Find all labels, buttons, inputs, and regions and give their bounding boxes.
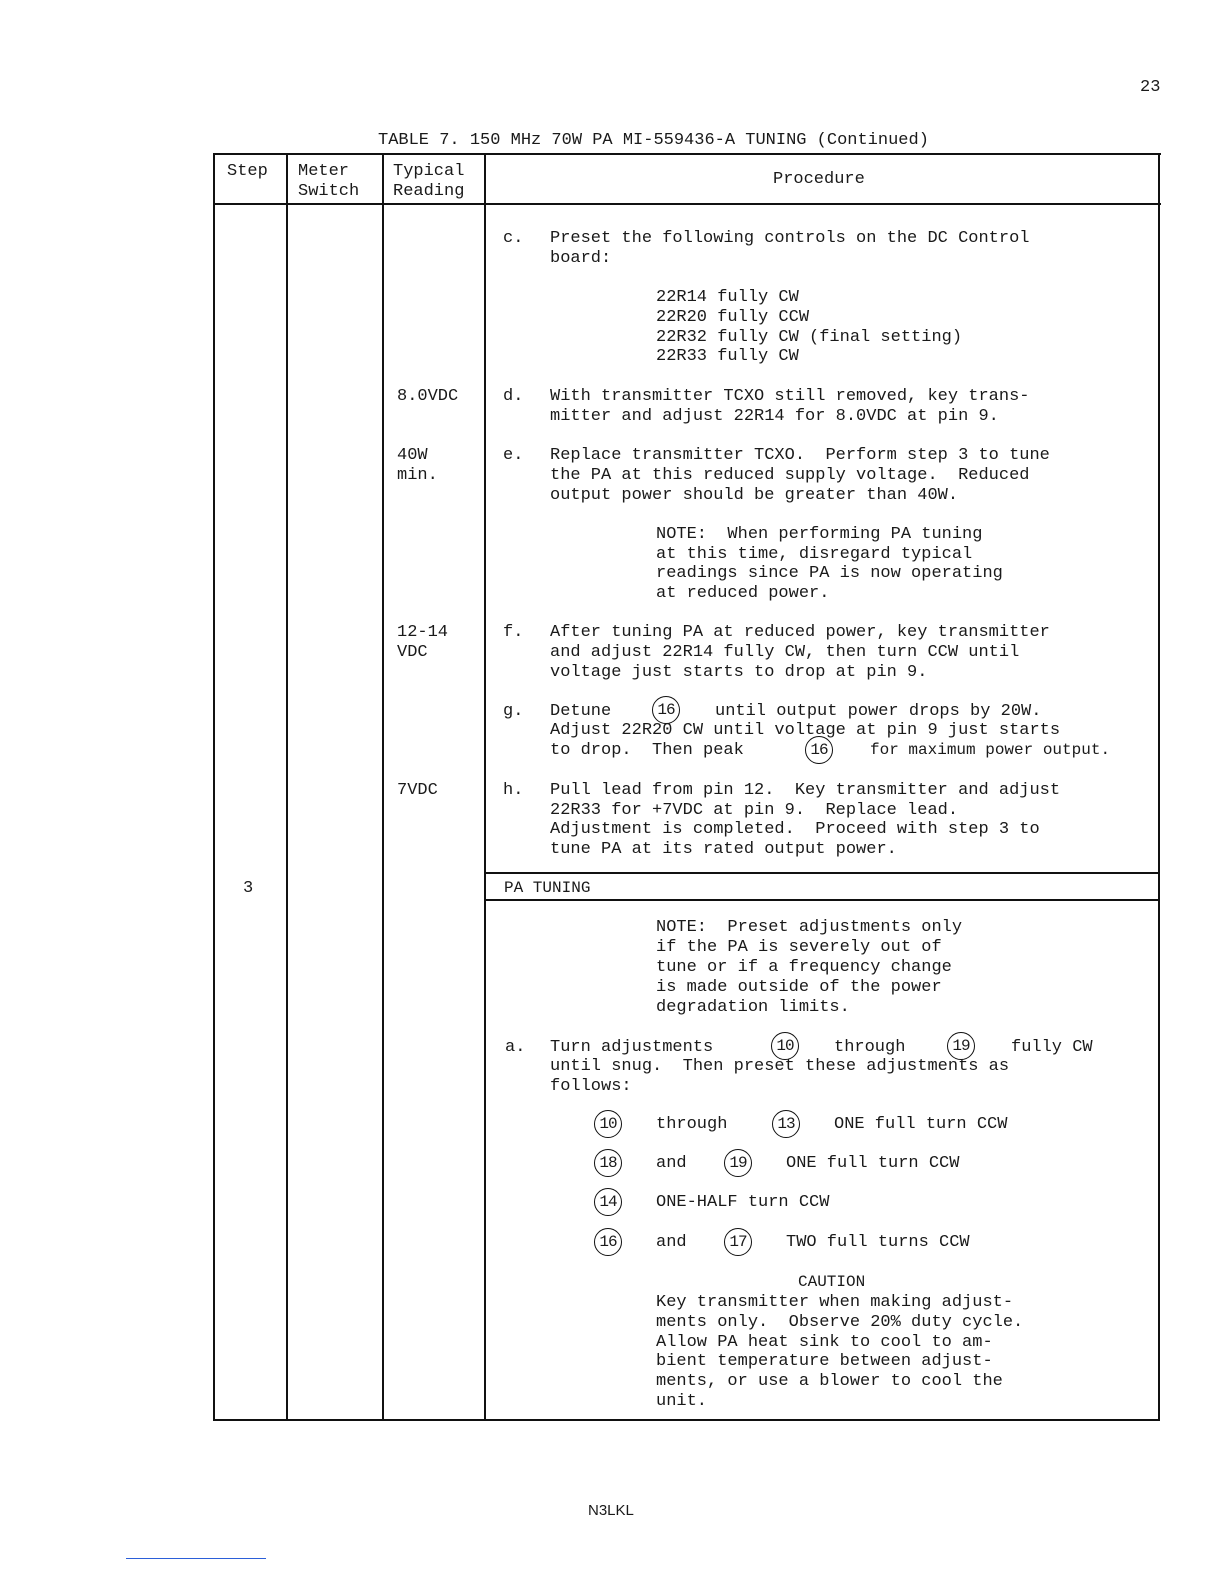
caution-line: Key transmitter when making adjust- <box>656 1293 1014 1312</box>
adjustment-connector: and <box>656 1154 687 1173</box>
procedure-text-line: to drop. Then peak <box>550 741 744 760</box>
procedure-text-line: With transmitter TCXO still removed, key trans- <box>550 387 1030 406</box>
footer-callsign: N3LKL <box>588 1502 634 1519</box>
table-left-border <box>213 153 215 1421</box>
adjustment-circle: 19 <box>724 1149 752 1177</box>
procedure-text-line: until output power drops by 20W. <box>715 702 1042 721</box>
procedure-text-line: mitter and adjust 22R14 for 8.0VDC at pin 9. <box>550 407 999 426</box>
adjustment-circle: 13 <box>772 1110 800 1138</box>
header-meter-line2: Switch <box>298 182 360 201</box>
procedure-text-line: follows: <box>550 1077 632 1096</box>
adjustment-circle: 17 <box>724 1228 752 1256</box>
adjustment-circle: 19 <box>947 1032 975 1060</box>
caution-line: unit. <box>656 1392 708 1411</box>
header-procedure: Procedure <box>773 170 865 189</box>
control-setting: 22R33 fully CW <box>656 347 799 366</box>
procedure-text-line: 22R33 for +7VDC at pin 9. Replace lead. <box>550 801 959 820</box>
note-line: NOTE: Preset adjustments only <box>656 918 963 937</box>
adjustment-circle: 10 <box>594 1110 622 1138</box>
procedure-text-line: Turn adjustments <box>550 1038 714 1057</box>
pa-tuning-bottom-border <box>484 899 1159 901</box>
adjustment-circle: 16 <box>652 696 680 724</box>
procedure-text-line: fully CW <box>1011 1038 1093 1057</box>
step-letter: a. <box>505 1038 526 1057</box>
caution-line: bient temperature between adjust- <box>656 1352 993 1371</box>
adjustment-instruction: TWO full turns CCW <box>786 1233 970 1252</box>
procedure-text-line: tune PA at its rated output power. <box>550 840 897 859</box>
note-line: tune or if a frequency change <box>656 958 952 977</box>
header-bottom-border <box>213 203 1161 205</box>
reading-e-line1: 40W <box>397 446 428 465</box>
adjustment-row <box>594 1188 1074 1218</box>
table-top-border <box>213 153 1161 155</box>
procedure-text-line: After tuning PA at reduced power, key transmitter <box>550 623 1050 642</box>
procedure-text-line: Detune <box>550 702 612 721</box>
procedure-text-line: board: <box>550 249 612 268</box>
adjustment-circle: 10 <box>771 1032 799 1060</box>
control-setting: 22R20 fully CCW <box>656 308 810 327</box>
caution-line: ments, or use a blower to cool the <box>656 1372 1003 1391</box>
procedure-text-line: the PA at this reduced supply voltage. Reduced <box>550 466 1030 485</box>
reading-f-line1: 12-14 <box>397 623 449 642</box>
procedure-text-line: voltage just starts to drop at pin 9. <box>550 663 928 682</box>
caution-line: Allow PA heat sink to cool to am- <box>656 1333 993 1352</box>
caution-line: ments only. Observe 20% duty cycle. <box>656 1313 1024 1332</box>
bottom-underline <box>126 1558 266 1559</box>
step-letter: e. <box>503 446 524 465</box>
adjustment-connector: and <box>656 1233 687 1252</box>
adjustment-instruction: ONE full turn CCW <box>834 1115 1008 1134</box>
reading-d: 8.0VDC <box>397 387 459 406</box>
adjustment-instruction: ONE-HALF turn CCW <box>656 1193 830 1212</box>
note-line: is made outside of the power <box>656 978 942 997</box>
table-bottom-border <box>213 1419 1159 1421</box>
procedure-text-line: Pull lead from pin 12. Key transmitter and adjust <box>550 781 1061 800</box>
col-divider-step <box>286 153 288 1421</box>
control-setting: 22R14 fully CW <box>656 288 799 307</box>
adjustment-row <box>594 1228 1074 1258</box>
caution-title: CAUTION <box>798 1273 866 1291</box>
adjustment-row <box>594 1149 1074 1179</box>
procedure-text-line: Adjust 22R20 CW until voltage at pin 9 just starts <box>550 721 1061 740</box>
step-letter: h. <box>503 781 524 800</box>
col-divider-reading <box>484 153 486 1421</box>
header-step: Step <box>227 162 268 181</box>
header-typical-line2: Reading <box>393 182 465 201</box>
table-title: TABLE 7. 150 MHz 70W PA MI-559436-A TUNING (Continued) <box>378 131 929 150</box>
procedure-text-line: for maximum power output. <box>870 741 1111 759</box>
note-line: at reduced power. <box>656 584 830 603</box>
adjustment-instruction: ONE full turn CCW <box>786 1154 960 1173</box>
reading-e-line2: min. <box>397 466 438 485</box>
col-divider-meter <box>382 153 384 1421</box>
step-letter: d. <box>503 387 524 406</box>
reading-h: 7VDC <box>397 781 438 800</box>
page-number: 23 <box>1140 78 1161 97</box>
step-letter: c. <box>503 229 524 248</box>
header-typical-line1: Typical <box>393 162 465 181</box>
adjustment-circle: 16 <box>594 1228 622 1256</box>
control-setting: 22R32 fully CW (final setting) <box>656 328 963 347</box>
note-line: NOTE: When performing PA tuning <box>656 525 983 544</box>
adjustment-row <box>594 1110 1074 1140</box>
step-letter: f. <box>503 623 524 642</box>
pa-tuning-top-border <box>484 872 1159 874</box>
pa-tuning-heading: PA TUNING <box>504 879 591 897</box>
note-line: degradation limits. <box>656 998 850 1017</box>
step-number: 3 <box>243 879 254 898</box>
adjustment-circle: 16 <box>805 736 833 764</box>
table-right-border <box>1158 153 1160 1421</box>
procedure-text-line: until snug. Then preset these adjustments as <box>550 1057 1010 1076</box>
header-meter-line1: Meter <box>298 162 350 181</box>
step-letter: g. <box>503 702 524 721</box>
procedure-text-line: Adjustment is completed. Proceed with step 3 to <box>550 820 1040 839</box>
reading-f-line2: VDC <box>397 643 428 662</box>
procedure-text-line: Preset the following controls on the DC Control <box>550 229 1030 248</box>
adjustment-circle: 18 <box>594 1149 622 1177</box>
adjustment-circle: 14 <box>594 1188 622 1216</box>
adjustment-connector: through <box>656 1115 728 1134</box>
procedure-text-line: Replace transmitter TCXO. Perform step 3 to tune <box>550 446 1050 465</box>
note-line: readings since PA is now operating <box>656 564 1003 583</box>
note-line: at this time, disregard typical <box>656 545 973 564</box>
procedure-text-line: and adjust 22R14 fully CW, then turn CCW until <box>550 643 1020 662</box>
procedure-text-line: through <box>834 1038 906 1057</box>
note-line: if the PA is severely out of <box>656 938 942 957</box>
procedure-text-line: output power should be greater than 40W. <box>550 486 959 505</box>
